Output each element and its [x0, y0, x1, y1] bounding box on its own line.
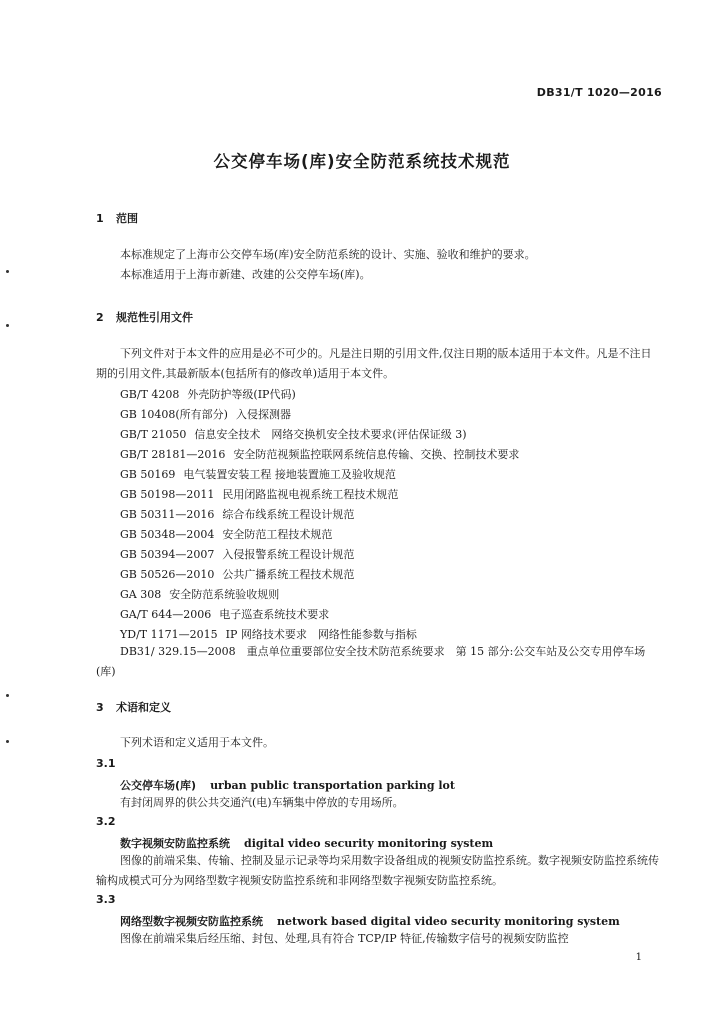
scope-paragraph: 本标准适用于上海市新建、改建的公交停车场(库)。 [120, 268, 371, 281]
reference-item [120, 386, 296, 402]
reference-title: 安全防范视频监控联网系统信息传输、交换、控制技术要求 [233, 448, 520, 461]
reference-code: GA/T 644—2006 [120, 608, 212, 621]
reference-item [120, 406, 291, 422]
term-en: urban public transportation parking lot [210, 779, 455, 792]
reference-title: 民用闭路监视电视系统工程技术规范 [222, 488, 399, 501]
reference-code: GB 10408(所有部分) [120, 408, 228, 421]
reference-code: GB 50198—2011 [120, 488, 215, 501]
reference-item [120, 606, 329, 622]
reference-title: 电子巡查系统技术要求 [219, 608, 330, 621]
reference-item [120, 506, 354, 522]
reference-code: YD/T 1171—2015 [120, 628, 218, 641]
section-number: 3 [96, 701, 104, 714]
reference-title: 信息安全技术 网络交换机安全技术要求(评估保证级 3) [194, 428, 467, 441]
section-heading-references [96, 309, 193, 325]
section-number: 1 [96, 212, 104, 225]
reference-title: 综合布线系统工程设计规范 [222, 508, 355, 521]
section-number: 2 [96, 311, 104, 324]
reference-title: 外壳防护等级(IP代码) [187, 388, 296, 401]
reference-title: 电气装置安装工程 接地装置施工及验收规范 [183, 468, 396, 481]
references-intro: 下列文件对于本文件的应用是必不可少的。凡是注日期的引用文件,仅注日期的版本适用于本文件。凡是不注日期的引用文件,其最新版本(包括所有的修改单)适用于本文件。 [96, 347, 652, 380]
section-title: 术语和定义 [116, 701, 171, 714]
term-definition: 图像的前端采集、传输、控制及显示记录等均采用数字设备组成的视频安防监控系统。数字视频安防监控系统传输构成模式可分为网络型数字视频安防监控系统和非网络型数字视频安防监控系统。 [96, 854, 659, 887]
term-heading [120, 777, 455, 793]
reference-item [120, 586, 279, 602]
term-heading [120, 913, 620, 929]
term-definition: 有封闭周界的供公共交通汽(电)车辆集中停放的专用场所。 [120, 796, 404, 809]
document-title: 公交停车场(库)安全防范系统技术规范 [213, 152, 511, 171]
scan-mark [6, 270, 9, 273]
term-number: 3.1 [96, 757, 116, 770]
reference-code: GB 50394—2007 [120, 548, 215, 561]
reference-code: GA 308 [120, 588, 162, 601]
reference-title: 安全防范工程技术规范 [222, 528, 333, 541]
reference-item [120, 626, 417, 642]
page-number: 1 [635, 952, 642, 963]
reference-item [120, 566, 354, 582]
term-heading [120, 835, 493, 851]
reference-item [120, 486, 398, 502]
term-en: digital video security monitoring system [244, 837, 494, 850]
reference-code: GB 50526—2010 [120, 568, 215, 581]
reference-code: GB/T 28181—2016 [120, 448, 226, 461]
reference-code: GB/T 4208 [120, 388, 180, 401]
term-zh: 网络型数字视频安防监控系统 [120, 915, 263, 928]
section-title: 范围 [116, 212, 138, 225]
reference-title: IP 网络技术要求 网络性能参数与指标 [225, 628, 417, 641]
term-number: 3.3 [96, 893, 116, 906]
terms-intro: 下列术语和定义适用于本文件。 [120, 736, 274, 749]
scope-paragraph: 本标准规定了上海市公交停车场(库)安全防范系统的设计、实施、验收和维护的要求。 [120, 248, 536, 261]
reference-title: 公共广播系统工程技术规范 [222, 568, 355, 581]
term-zh: 公交停车场(库) [120, 779, 197, 792]
reference-title: 安全防范系统验收规则 [169, 588, 280, 601]
term-zh: 数字视频安防监控系统 [120, 837, 230, 850]
reference-item [120, 426, 466, 442]
reference-code: GB/T 21050 [120, 428, 187, 441]
reference-code: GB 50169 [120, 468, 176, 481]
reference-item [120, 466, 396, 482]
reference-item [120, 526, 332, 542]
term-en: network based digital video security monitoring system [277, 915, 620, 928]
reference-item [120, 446, 519, 462]
section-heading-terms [96, 699, 171, 715]
reference-code: GB 50348—2004 [120, 528, 215, 541]
term-definition: 图像在前端采集后经压缩、封包、处理,具有符合 TCP/IP 特征,传输数字信号的视频安防监控 [120, 932, 569, 945]
standard-code: DB31/T 1020—2016 [536, 86, 662, 99]
reference-title: 入侵报警系统工程设计规范 [222, 548, 355, 561]
section-title: 规范性引用文件 [116, 311, 193, 324]
scan-mark [6, 324, 9, 327]
reference-item-multiline: DB31/ 329.15—2008 重点单位重要部位安全技术防范系统要求 第 15 部分:公交车站及公交专用停车场(库) [96, 645, 646, 678]
reference-item [120, 546, 354, 562]
scan-mark [6, 740, 9, 743]
scan-mark [6, 694, 9, 697]
term-number: 3.2 [96, 815, 116, 828]
section-heading-scope [96, 210, 138, 226]
reference-title: 入侵探测器 [235, 408, 291, 421]
reference-code: GB 50311—2016 [120, 508, 215, 521]
